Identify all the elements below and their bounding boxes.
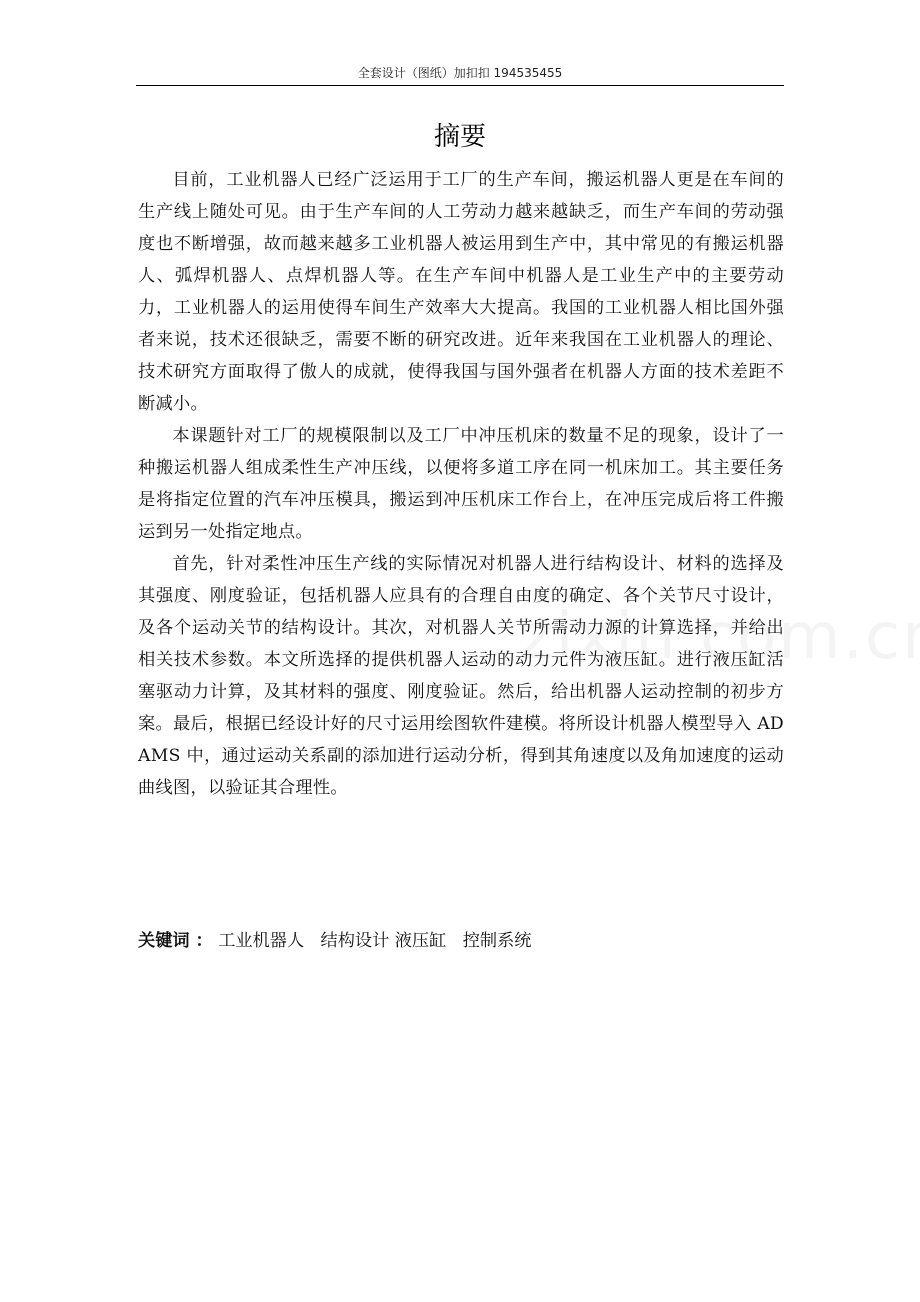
abstract-paragraph-1: 目前，工业机器人已经广泛运用于工厂的生产车间，搬运机器人更是在车间的生产线上随处可见。由于生产车间的人工劳动力越来越缺乏，而生产车间的劳动强度也不断增强，故而越来越多工业机器人被运用到生产中，其中常见的有搬运机器人、弧焊机器人、点焊机器人等。在生产车间中机器人是工业生产中的主要劳动力，工业机器人的运用使得车间生产效率大大提高。我国的工业机器人相比国外强者来说，技术还很缺乏，需要不断的研究改进。近年来我国在工业机器人的理论、技术研究方面取得了傲人的成就，使得我国与国外强者在机器人方面的技术差距不断减小。 — [138, 170, 784, 414]
abstract-paragraph-3: 首先，针对柔性冲压生产线的实际情况对机器人进行结构设计、材料的选择及其强度、刚度验证，包括机器人应具有的合理自由度的确定、各个关节尺寸设计，及各个运动关节的结构设计。其次，对机器人关节所需动力源的计算选择，并给出相关技术参数。本文所选择的提供机器人运动的动力元件为液压缸。进行液压缸活塞驱动力计算，及其材料的强度、刚度验证。然后，给出机器人运动控制的初步方案。最后，根据已经设计好的尺寸运用绘图软件建模。将所设计机器人模型导入 ADAMS 中，通过运动关系副的添加进行运动分析，得到其角速度以及角加速度的运动曲线图，以验证其合理性。 — [138, 554, 784, 798]
keywords-items: 工业机器人 结构设计 液压缸 控制系统 — [218, 931, 532, 951]
keywords-line — [138, 925, 531, 957]
header-divider — [136, 85, 784, 86]
page-header: 全套设计（图纸）加扣扣 194535455 — [357, 66, 563, 80]
abstract-body — [138, 164, 784, 804]
keywords-label: 关键词 ： — [138, 931, 213, 951]
page-title: 摘要 — [433, 122, 486, 152]
abstract-paragraph-2: 本课题针对工厂的规模限制以及工厂中冲压机床的数量不足的现象，设计了一种搬运机器人组成柔性生产冲压线，以便将多道工序在同一机床加工。其主要任务是将指定位置的汽车冲压模具，搬运到冲压机床工作台上，在冲压完成后将工件搬运到另一处指定地点。 — [138, 426, 784, 542]
